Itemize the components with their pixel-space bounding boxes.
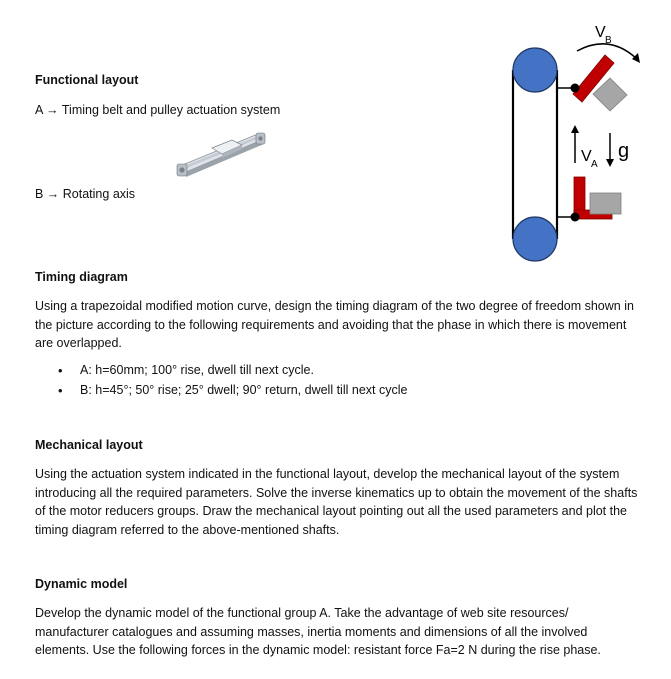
dynamic-model-paragraph: Develop the dynamic model of the functional group A. Take the advantage of web site resources/ manufacturer catalogues and assuming masses, inertia moments and dimensions of all the involved elements. Use the following forces in the dynamic model: resistant force Fa=2 N during the rise phase. — [35, 606, 601, 657]
vb-subscript: B — [605, 35, 612, 46]
va-subscript: A — [591, 159, 598, 170]
timing-diagram-paragraph: Using a trapezoidal modified motion curve, design the timing diagram of the two degree of freedom shown in the picture according to the following requirements and avoiding that the phase in which there is movement are overlapped. — [35, 299, 634, 350]
upper-pulley — [513, 48, 557, 92]
g-label: g — [618, 140, 630, 162]
lower-pulley — [513, 217, 557, 261]
functional-layout-heading: Functional layout — [35, 73, 139, 87]
lower-block — [590, 193, 621, 214]
upper-pivot — [571, 84, 580, 93]
requirement-a: • A: h=60mm; 100° rise, dwell till next cycle. — [35, 361, 640, 381]
vb-label: V — [595, 24, 606, 41]
requirement-b: • B: h=45°; 50° rise; 25° dwell; 90° return, dwell till next cycle — [35, 381, 640, 401]
mechanical-layout-heading: Mechanical layout — [35, 438, 143, 452]
mechanism-figure — [500, 15, 671, 270]
lower-pivot — [571, 213, 580, 222]
va-label: V — [581, 148, 592, 165]
requirements-list — [35, 361, 640, 400]
functional-item-a: A → Timing belt and pulley actuation system — [35, 103, 281, 117]
dynamic-model-heading: Dynamic model — [35, 577, 128, 591]
linear-actuator-image — [172, 126, 268, 182]
mechanical-layout-paragraph: Using the actuation system indicated in the functional layout, develop the mechanical layout of the system introducing all the required parameters. Solve the inverse kinematics up to obtain the movement of the shafts of the motor reducers groups. Draw the mechanical layout pointing out all the used parameters and plot the timing diagram referred to the above-mentioned shafts. — [35, 467, 638, 537]
functional-item-b: B → Rotating axis — [35, 187, 136, 201]
timing-diagram-heading: Timing diagram — [35, 270, 128, 284]
